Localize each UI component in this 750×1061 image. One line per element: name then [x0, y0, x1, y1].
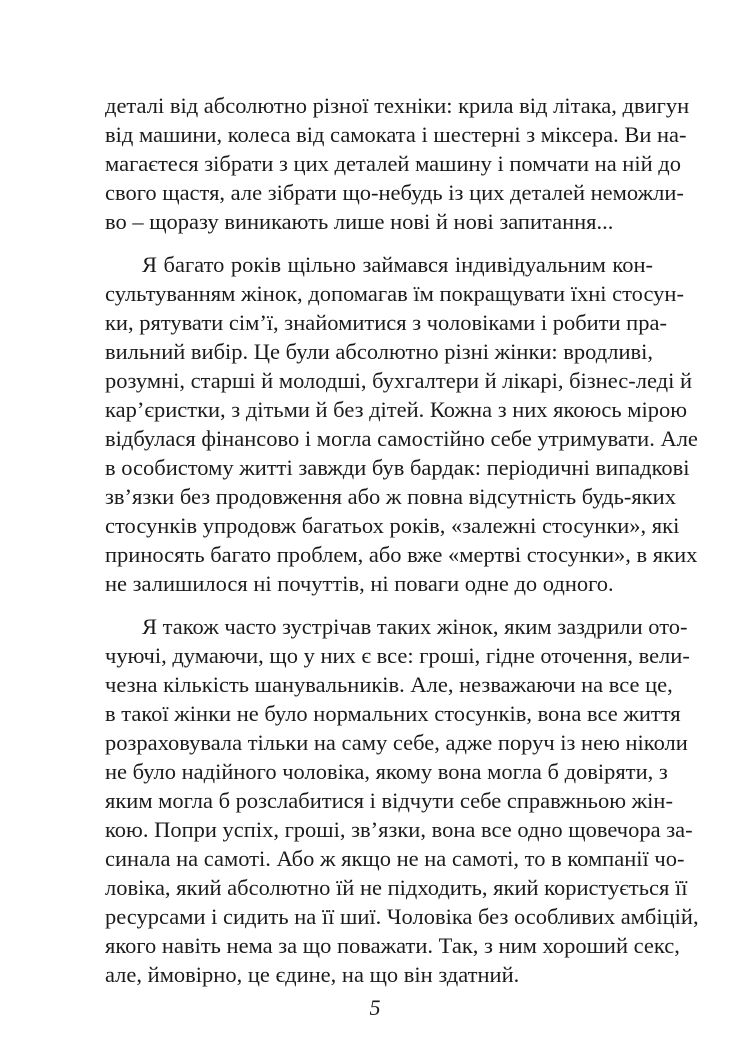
- text-line: приносять багато проблем, або вже «мертві стосунки», в яких: [105, 542, 698, 567]
- text-line: яким могла б розслабитися і відчути себе справжньою жін-: [105, 788, 673, 813]
- text-line: свого щастя, але зібрати що-небудь із цих деталей неможли-: [105, 180, 684, 205]
- text-line: не залишилося ні почуттів, ні поваги одне до одного.: [105, 571, 614, 596]
- text-line: але, ймовірно, це єдине, на що він здатний.: [105, 962, 520, 987]
- text-line: магаєтеся зібрати з цих деталей машину і помчати на ній до: [105, 151, 681, 176]
- text-line: в такої жінки не було нормальних стосунків, вона все життя: [105, 701, 681, 726]
- text-line: вильний вибір. Це були абсолютно різні жінки: вродливі,: [105, 339, 653, 364]
- text-line: від машини, колеса від самоката і шестерні з міксера. Ви на-: [105, 122, 687, 147]
- page-number: 5: [369, 995, 381, 1020]
- text-line: ловіка, який абсолютно їй не підходить, який користується її: [105, 875, 688, 900]
- paragraph-2: [105, 250, 698, 598]
- text-line: кар’єристки, з дітьми й без дітей. Кожна з них якоюсь мірою: [105, 397, 688, 422]
- text-line: розраховувала тільки на саму себе, адже поруч із нею ніколи: [105, 730, 688, 755]
- text-line: Я також часто зустрічав таких жінок, яким заздрили ото-: [142, 614, 688, 639]
- text-line: во – щоразу виникають лише нові й нові запитання...: [105, 209, 614, 234]
- text-line: розумні, старші й молодші, бухгалтери й лікарі, бізнес-леді й: [105, 368, 693, 393]
- text-line: в особистому житті завжди був бардак: періодичні випадкові: [105, 455, 690, 480]
- text-line: стосунків упродовж багатьох років, «залежні стосунки», які: [105, 513, 680, 538]
- text-line: ки, рятувати сім’ї, знайомитися з чоловіками і робити пра-: [105, 310, 667, 335]
- text-line: кою. Попри успіх, гроші, зв’язки, вона все одно щовечора за-: [105, 817, 693, 842]
- text-line: чезна кількість шанувальників. Але, незважаючи на все це,: [105, 672, 673, 697]
- paragraph-1: [105, 91, 690, 236]
- text-line: якого навіть нема за що поважати. Так, з ним хороший секс,: [105, 933, 680, 958]
- text-line: синала на самоті. Або ж якщо не на самоті, то в компанії чо-: [105, 846, 685, 871]
- text-line: зв’язки без продовження або ж повна відсутність будь-яких: [105, 484, 676, 509]
- text-line: не було надійного чоловіка, якому вона могла б довіряти, з: [105, 759, 668, 784]
- text-line: сультуванням жінок, допомагав їм покращувати їхні стосун-: [105, 281, 684, 306]
- text-line: ресурсами і сидить на її шиї. Чоловіка без особливих амбіцій,: [105, 904, 699, 929]
- text-line: чуючі, думаючи, що у них є все: гроші, гідне оточення, вели-: [105, 643, 690, 668]
- text-line: Я багато років щільно займався індивідуальним кон-: [142, 252, 653, 277]
- paragraph-3: [105, 612, 699, 989]
- text-line: деталі від абсолютно різної техніки: крила від літака, двигун: [105, 93, 690, 118]
- text-line: відбулася фінансово і могла самостійно себе утримувати. Але: [105, 426, 698, 451]
- body-text: [105, 91, 699, 989]
